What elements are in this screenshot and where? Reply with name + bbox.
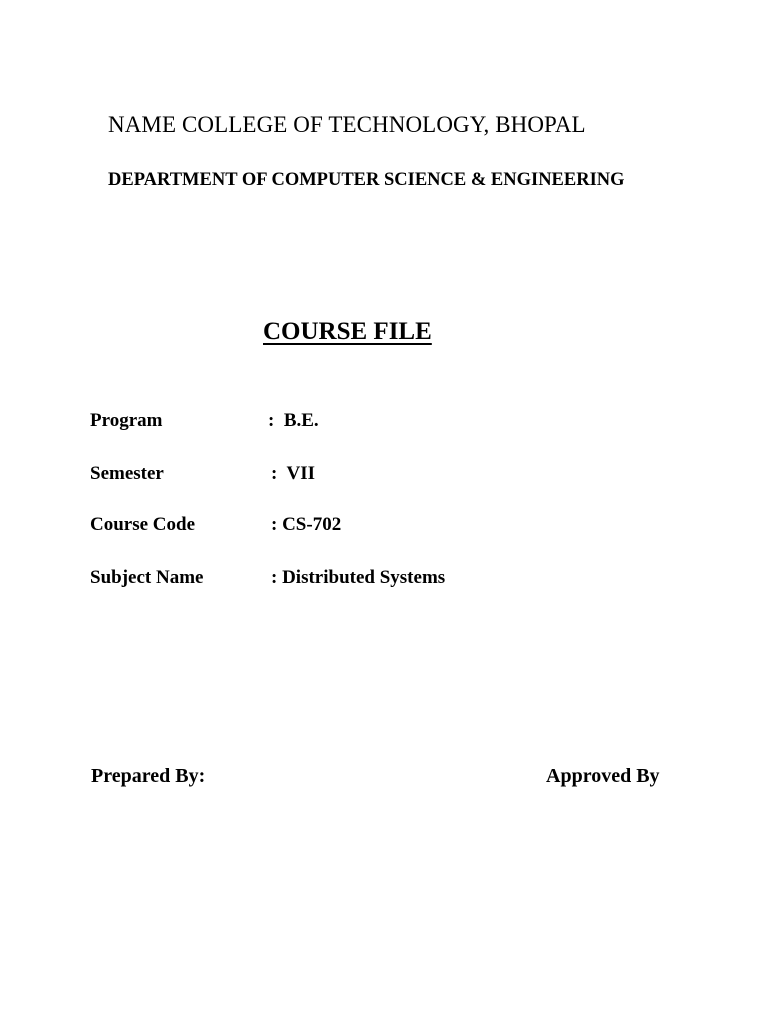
document-title [263, 318, 502, 346]
subject-name-label: Subject Name [90, 567, 204, 588]
subject-name-value: : Distributed Systems [271, 567, 446, 588]
department-name: DEPARTMENT OF COMPUTER SCIENCE & ENGINEERING [108, 170, 625, 190]
program-label: Program [90, 410, 163, 431]
document-title-text: COURSE FILE [263, 318, 432, 345]
college-name: NAME COLLEGE OF TECHNOLOGY, BHOPAL [108, 112, 586, 137]
course-code-value: : CS-702 [271, 514, 342, 535]
course-code-label: Course Code [90, 514, 196, 535]
prepared-by-label: Prepared By: [91, 765, 206, 787]
program-value: : B.E. [268, 410, 319, 431]
semester-label: Semester [90, 463, 164, 484]
semester-value: : VII [271, 463, 315, 484]
approved-by-label: Approved By [546, 765, 660, 787]
